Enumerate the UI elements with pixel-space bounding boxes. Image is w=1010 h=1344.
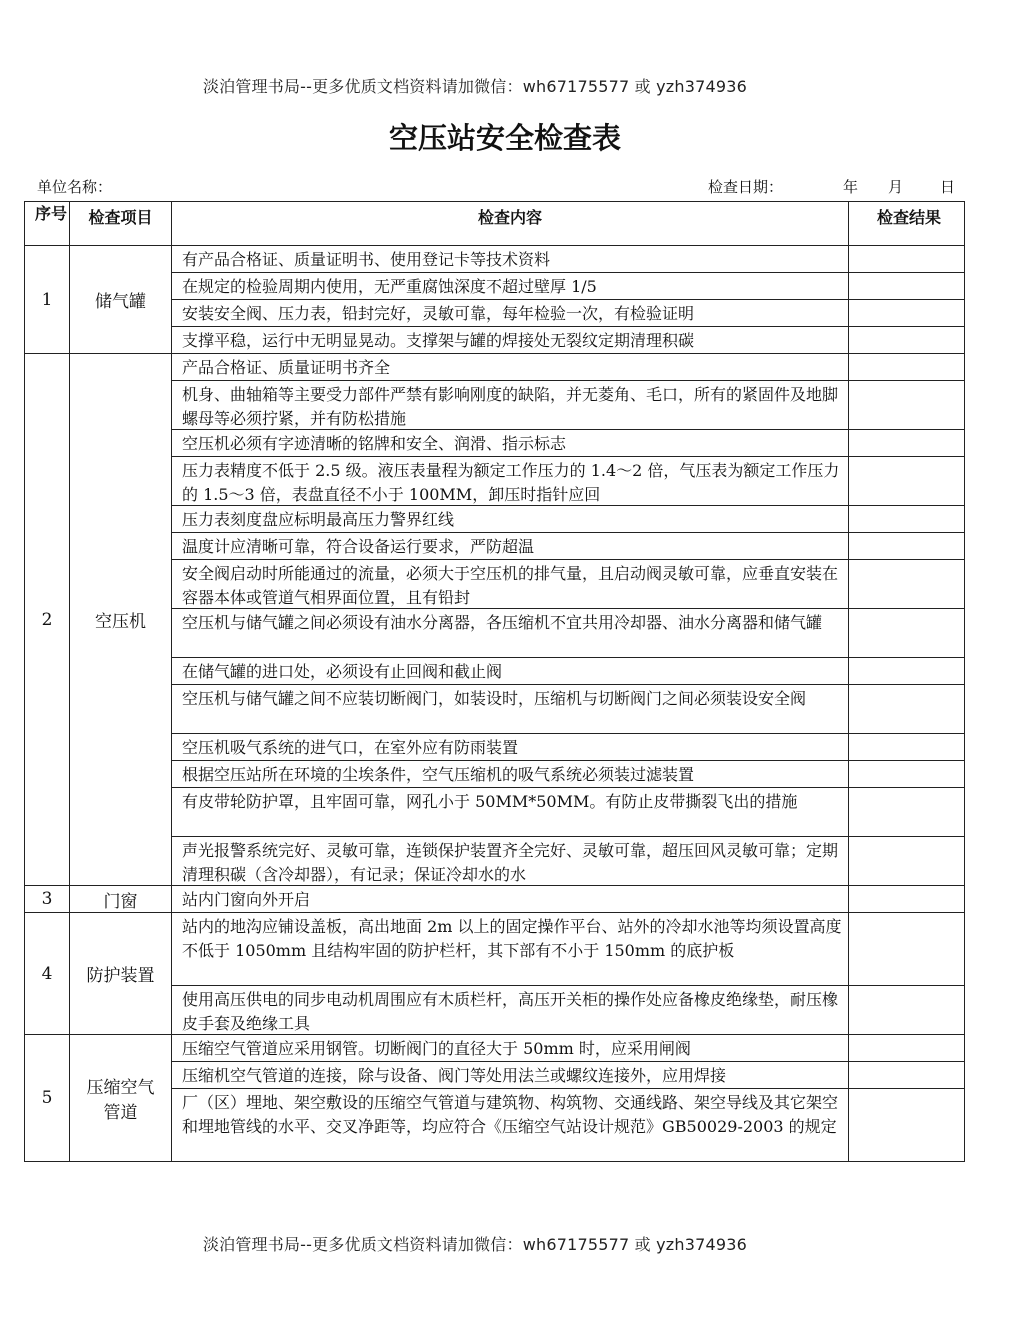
check-result-cell[interactable] [849, 658, 965, 685]
check-content-text: 有产品合格证、质量证明书、使用登记卡等技术资料 [182, 250, 551, 269]
unit-name-label: 单位名称： [37, 178, 113, 196]
check-content-text: 声光报警系统完好、灵敏可靠，连锁保护装置齐全完好、灵敏可靠，超压回风灵敏可靠；定期清理积碳（含冷却器），有记录；保证冷却水的水 [182, 841, 839, 884]
check-content [172, 734, 849, 761]
check-content [172, 609, 849, 658]
check-content [172, 300, 849, 327]
header-item: 检查项目 [70, 202, 172, 246]
check-content-text: 空压机吸气系统的进气口，在室外应有防雨装置 [182, 738, 519, 757]
check-content [172, 560, 849, 609]
date-month-label: 月 [888, 178, 904, 196]
check-result-cell[interactable] [849, 734, 965, 761]
check-result-cell[interactable] [849, 430, 965, 457]
check-content-text: 站内的地沟应铺设盖板，高出地面 2m 以上的固定操作平台、站外的冷却水池等均须设置高度不低于 1050mm 且结构牢固的防护栏杆，其下部有不小于 150mm 的底护板 [182, 917, 842, 960]
check-item: 储气罐 [70, 246, 172, 354]
check-content [172, 788, 849, 837]
check-content [172, 506, 849, 533]
check-result-cell[interactable] [849, 457, 965, 506]
check-content-text: 使用高压供电的同步电动机周围应有木质栏杆，高压开关柜的操作处应备橡皮绝缘垫，耐压橡皮手套及绝缘工具 [182, 990, 839, 1033]
check-content-text: 在储气罐的进口处，必须设有止回阀和截止阀 [182, 662, 503, 681]
check-content [172, 837, 849, 886]
check-result-cell[interactable] [849, 354, 965, 381]
table-row [25, 246, 965, 273]
check-result-cell[interactable] [849, 1089, 965, 1162]
check-content-text: 机身、曲轴箱等主要受力部件严禁有影响刚度的缺陷，并无菱角、毛口，所有的紧固件及地脚螺母等必须拧紧，并有防松措施 [182, 385, 839, 428]
header-content: 检查内容 [172, 202, 849, 246]
row-number: 2 [25, 354, 70, 886]
check-content-text: 站内门窗向外开启 [182, 890, 311, 909]
check-result-cell[interactable] [849, 327, 965, 354]
check-content [172, 430, 849, 457]
check-content-text: 温度计应清晰可靠，符合设备运行要求，严防超温 [182, 537, 535, 556]
check-content-text: 安全阀启动时所能通过的流量，必须大于空压机的排气量，且启动阀灵敏可靠，应垂直安装在容器本体或管道气相界面位置，且有铅封 [182, 564, 839, 607]
check-content [172, 658, 849, 685]
check-content-text: 空压机与储气罐之间必须设有油水分离器，各压缩机不宜共用冷却器、油水分离器和储气罐 [182, 613, 823, 632]
check-content-text: 空压机与储气罐之间不应装切断阀门，如装设时，压缩机与切断阀门之间必须装设安全阀 [182, 689, 807, 708]
header-watermark-line: 淡泊管理书局--更多优质文档资料请加微信：wh67175577 或 yzh374936 [202, 77, 748, 96]
check-content-text: 根据空压站所在环境的尘埃条件，空气压缩机的吸气系统必须装过滤装置 [182, 765, 695, 784]
check-content-text: 在规定的检验周期内使用，无严重腐蚀深度不超过壁厚 1/5 [182, 277, 597, 296]
check-content [172, 886, 849, 913]
check-content-text: 压缩机空气管道的连接，除与设备、阀门等处用法兰或螺纹连接外，应用焊接 [182, 1066, 727, 1085]
check-result-cell[interactable] [849, 381, 965, 430]
check-content-text: 有皮带轮防护罩，且牢固可靠，网孔小于 50MM*50MM。有防止皮带撕裂飞出的措施 [182, 792, 798, 811]
check-result-cell[interactable] [849, 1035, 965, 1062]
check-content-text: 安装安全阀、压力表，铅封完好，灵敏可靠，每年检验一次，有检验证明 [182, 304, 695, 323]
table-row [25, 1035, 965, 1062]
check-content [172, 1089, 849, 1162]
check-content [172, 457, 849, 506]
check-content [172, 685, 849, 734]
inspection-table [24, 201, 965, 1162]
check-content-text: 压力表精度不低于 2.5 级。液压表量程为额定工作压力的 1.4～2 倍，气压表为额定工作压力的 1.5～3 倍，表盘直径不小于 100MM，卸压时指针应回 [182, 461, 840, 504]
check-content [172, 246, 849, 273]
check-result-cell[interactable] [849, 300, 965, 327]
check-result-cell[interactable] [849, 533, 965, 560]
footer-watermark-line: 淡泊管理书局--更多优质文档资料请加微信：wh67175577 或 yzh374936 [202, 1235, 748, 1254]
date-day-label: 日 [940, 178, 956, 196]
check-result-cell[interactable] [849, 788, 965, 837]
check-content [172, 1035, 849, 1062]
check-result-cell[interactable] [849, 837, 965, 886]
check-content [172, 1062, 849, 1089]
row-number: 3 [25, 886, 70, 913]
check-result-cell[interactable] [849, 761, 965, 788]
check-content [172, 761, 849, 788]
check-content [172, 913, 849, 986]
check-content-text: 支撑平稳，运行中无明显晃动。支撑架与罐的焊接处无裂纹定期清理积碳 [182, 331, 695, 350]
row-number: 5 [25, 1035, 70, 1162]
check-result-cell[interactable] [849, 685, 965, 734]
check-result-cell[interactable] [849, 1062, 965, 1089]
check-content [172, 273, 849, 300]
header-result: 检查结果 [849, 202, 965, 246]
check-date-label: 检查日期： [708, 178, 784, 196]
check-content-text: 压力表刻度盘应标明最高压力警界红线 [182, 510, 455, 529]
row-number: 1 [25, 246, 70, 354]
check-content [172, 986, 849, 1035]
check-content [172, 354, 849, 381]
check-result-cell[interactable] [849, 913, 965, 986]
check-content [172, 381, 849, 430]
table-row [25, 886, 965, 913]
row-number: 4 [25, 913, 70, 1035]
check-result-cell[interactable] [849, 886, 965, 913]
check-result-cell[interactable] [849, 246, 965, 273]
check-content-text: 空压机必须有字迹清晰的铭牌和安全、润滑、指示标志 [182, 434, 567, 453]
check-item: 空压机 [70, 354, 172, 886]
table-header-row [25, 202, 965, 246]
check-result-cell[interactable] [849, 273, 965, 300]
check-content [172, 327, 849, 354]
header-no: 序号 [25, 202, 70, 246]
table-row [25, 354, 965, 381]
date-year-label: 年 [843, 178, 859, 196]
check-content-text: 产品合格证、质量证明书齐全 [182, 358, 391, 377]
check-content-text: 压缩空气管道应采用钢管。切断阀门的直径大于 50mm 时，应采用闸阀 [182, 1039, 691, 1058]
check-result-cell[interactable] [849, 506, 965, 533]
check-item: 压缩空气管道 [70, 1035, 172, 1162]
page-title: 空压站安全检查表 [388, 121, 621, 155]
check-result-cell[interactable] [849, 986, 965, 1035]
check-item: 防护装置 [70, 913, 172, 1035]
check-item: 门窗 [70, 886, 172, 913]
check-content-text: 厂（区）埋地、架空敷设的压缩空气管道与建筑物、构筑物、交通线路、架空导线及其它架空和埋地管线的水平、交叉净距等，均应符合《压缩空气站设计规范》GB50029-2003 的规定 [182, 1093, 839, 1136]
check-content [172, 533, 849, 560]
check-result-cell[interactable] [849, 609, 965, 658]
check-result-cell[interactable] [849, 560, 965, 609]
table-row [25, 913, 965, 986]
